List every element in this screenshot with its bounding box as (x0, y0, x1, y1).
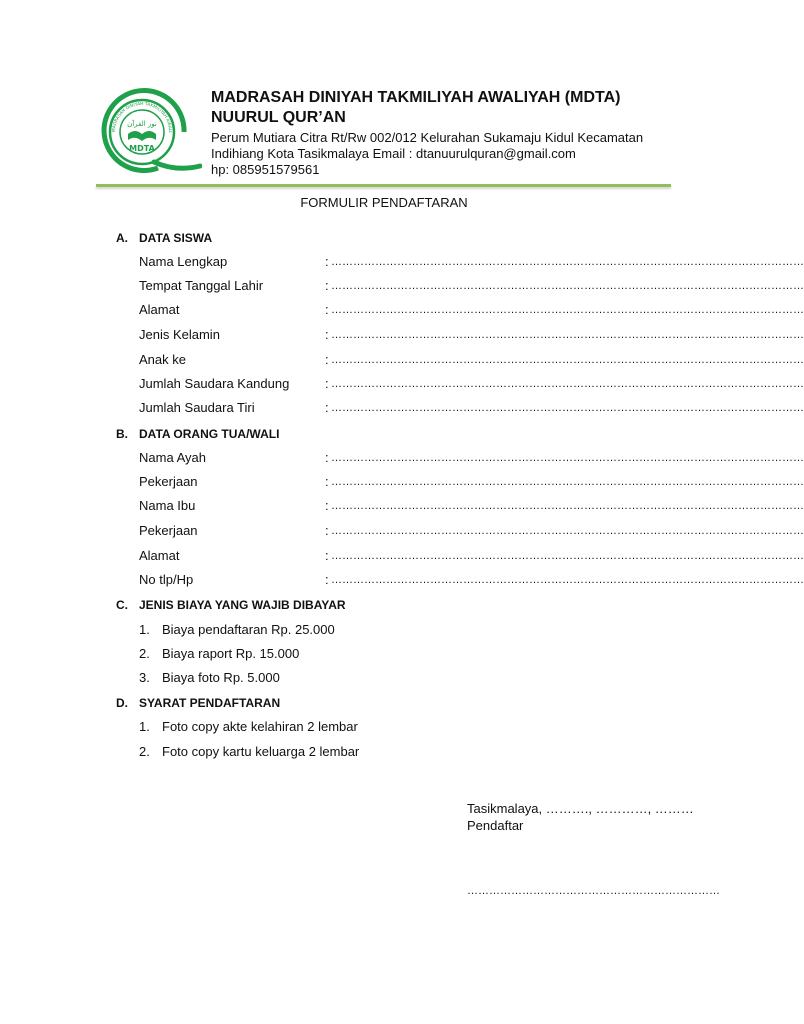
list-item: Biaya pendaftaran Rp. 25.000 (162, 622, 335, 637)
signature-line[interactable]: …………………………………………………………… (467, 885, 720, 897)
field-label: Nama Ibu (139, 498, 196, 513)
fill-line[interactable]: ………………………………………………………………………………………………………………… (331, 280, 804, 292)
list-number: 2. (139, 744, 150, 759)
section-b-letter: B. (116, 427, 128, 441)
field-label: Nama Lengkap (139, 254, 228, 269)
header-divider (96, 184, 671, 187)
fill-line[interactable]: ………………………………………………………………………………………………………………… (331, 354, 804, 366)
fill-line[interactable]: ………………………………………………………………………………………………………………… (331, 525, 804, 537)
field-label: Jumlah Saudara Kandung (139, 376, 290, 391)
field-label: No tlp/Hp (139, 572, 194, 587)
field-colon: : (325, 523, 329, 538)
fill-line[interactable]: ………………………………………………………………………………………………………………… (331, 378, 804, 390)
address-line-1: Perum Mutiara Citra Rt/Rw 002/012 Kelurahan Sukamaju Kidul Kecamatan (211, 130, 644, 145)
list-number: 2. (139, 646, 150, 661)
field-colon: : (325, 278, 329, 293)
list-number: 3. (139, 670, 150, 685)
fill-line[interactable]: ………………………………………………………………………………………………………………… (331, 329, 804, 341)
field-label: Jumlah Saudara Tiri (139, 400, 255, 415)
list-item: Foto copy kartu keluarga 2 lembar (162, 744, 360, 759)
field-label: Tempat Tanggal Lahir (139, 278, 264, 293)
fill-line[interactable]: ………………………………………………………………………………………………………………… (331, 550, 804, 562)
field-colon: : (325, 498, 329, 513)
fill-line[interactable]: ………………………………………………………………………………………………………………… (331, 452, 804, 464)
field-colon: : (325, 548, 329, 563)
logo-arabic-text: نور القرآن (127, 120, 157, 128)
fill-line[interactable]: ………………………………………………………………………………………………………………… (331, 476, 804, 488)
field-colon: : (325, 302, 329, 317)
field-colon: : (325, 327, 329, 342)
fill-line[interactable]: ………………………………………………………………………………………………………………… (331, 402, 804, 414)
field-label: Nama Ayah (139, 450, 206, 465)
section-a-heading (116, 230, 212, 246)
svg-text:MADRASAH DINIYAH TAKMILIYAH AW: MADRASAH DINIYAH TAKMILIYAH AWALI (111, 101, 173, 133)
field-colon: : (325, 376, 329, 391)
section-a-letter: A. (116, 231, 128, 245)
list-item: Foto copy akte kelahiran 2 lembar (162, 719, 358, 734)
list-number: 1. (139, 622, 150, 637)
section-c-letter: C. (116, 598, 128, 612)
form-title: FORMULIR PENDAFTARAN (300, 195, 468, 210)
list-item: Biaya foto Rp. 5.000 (162, 670, 280, 685)
signature-place-date: Tasikmalaya, ………., …………, ……… (467, 801, 694, 816)
field-colon: : (325, 254, 329, 269)
section-d-letter: D. (116, 696, 128, 710)
field-colon: : (325, 450, 329, 465)
address-line-2: Indihiang Kota Tasikmalaya Email : dtanuurulquran@gmail.com (211, 146, 576, 161)
mdta-logo (96, 88, 202, 174)
section-b-title: DATA ORANG TUA/WALI (139, 427, 280, 441)
field-label: Pekerjaan (139, 523, 198, 538)
field-label: Alamat (139, 548, 180, 563)
section-a-title: DATA SISWA (139, 231, 213, 245)
section-c-title: JENIS BIAYA YANG WAJIB DIBAYAR (139, 598, 346, 612)
fill-line[interactable]: ………………………………………………………………………………………………………………… (331, 500, 804, 512)
section-c-heading (116, 597, 346, 613)
field-colon: : (325, 474, 329, 489)
section-d-title: SYARAT PENDAFTARAN (139, 696, 281, 710)
field-colon: : (325, 352, 329, 367)
list-number: 1. (139, 719, 150, 734)
list-item: Biaya raport Rp. 15.000 (162, 646, 300, 661)
field-label: Pekerjaan (139, 474, 198, 489)
fill-line[interactable]: ………………………………………………………………………………………………………………… (331, 574, 804, 586)
logo-text: MDTA (129, 144, 155, 153)
section-d-heading (116, 695, 280, 711)
field-colon: : (325, 572, 329, 587)
field-label: Anak ke (139, 352, 186, 367)
phone-line: hp: 085951579561 (211, 162, 320, 177)
fill-line[interactable]: ………………………………………………………………………………………………………………… (331, 256, 804, 268)
section-b-heading (116, 426, 279, 442)
school-name: MADRASAH DINIYAH TAKMILIYAH AWALIYAH (MDTA) (211, 89, 621, 106)
field-colon: : (325, 400, 329, 415)
field-label: Alamat (139, 302, 180, 317)
signature-role: Pendaftar (467, 818, 524, 833)
field-label: Jenis Kelamin (139, 327, 220, 342)
school-subtitle: NUURUL QUR’AN (211, 109, 346, 126)
fill-line[interactable]: ………………………………………………………………………………………………………………… (331, 304, 804, 316)
